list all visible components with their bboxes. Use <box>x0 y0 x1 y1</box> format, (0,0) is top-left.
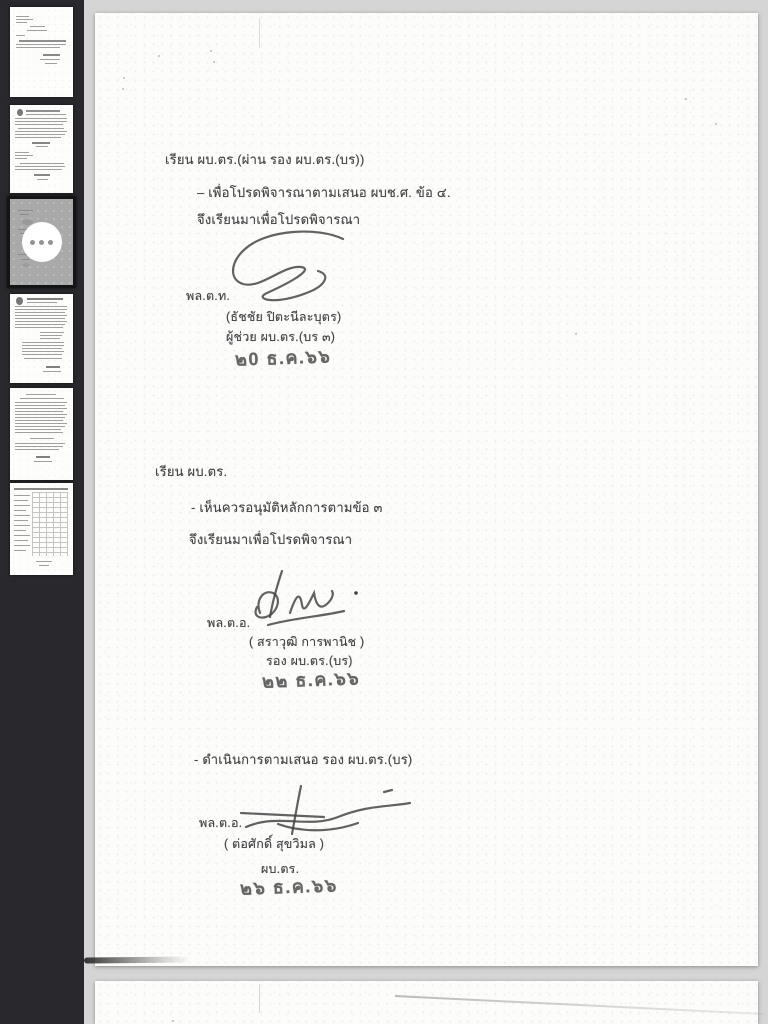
scan-scratch <box>259 984 260 1013</box>
loading-spinner <box>22 222 62 262</box>
thumbnail-preview <box>10 7 73 97</box>
spinner-dot <box>48 240 53 245</box>
signature-2-scribble <box>248 561 366 639</box>
thumbnail-sidebar <box>0 0 84 1024</box>
position-2: รอง ผบ.ตร.(บร) <box>266 654 353 668</box>
salutation-2: เรียน ผบ.ตร. <box>155 464 228 479</box>
signature-1-scribble <box>223 227 347 311</box>
closing-2: จึงเรียนมาเพื่อโปรดพิจารณา <box>189 532 353 547</box>
page-thumbnail-1[interactable] <box>10 7 73 97</box>
rank-3: พล.ต.อ. <box>199 816 243 830</box>
scan-fold-line <box>395 995 765 1015</box>
rank-1: พล.ต.ท. <box>186 289 231 303</box>
spinner-dot <box>30 240 35 245</box>
page-thumbnail-3-selected[interactable] <box>7 196 76 288</box>
document-viewer[interactable] <box>84 0 768 1024</box>
closing-1: จึงเรียนมาเพื่อโปรดพิจารณา <box>197 212 361 227</box>
handwritten-date-3: ๒๖ ธ.ค.๖๖ <box>239 875 339 899</box>
thumbnail-preview <box>10 483 73 575</box>
document-page-current <box>95 13 758 966</box>
scan-scratch <box>259 18 260 48</box>
name-2: ( สราวุฒิ การพานิช ) <box>249 635 365 649</box>
thumbnail-preview <box>10 105 73 193</box>
thumbnail-preview <box>10 388 73 480</box>
handwritten-date-2: ๒๒ ธ.ค.๖๖ <box>261 668 361 692</box>
handwritten-date-1: ๒0 ธ.ค.๖๖ <box>234 346 332 370</box>
document-page-next <box>95 981 758 1024</box>
salutation-1: เรียน ผบ.ตร.(ผ่าน รอง ผบ.ตร.(บร)) <box>165 152 365 167</box>
page-thumbnail-6[interactable] <box>10 483 73 575</box>
spinner-dot <box>39 240 44 245</box>
position-1: ผู้ช่วย ผบ.ตร.(บร ๓) <box>226 330 336 344</box>
page-thumbnail-4[interactable] <box>10 294 73 383</box>
position-3: ผบ.ตร. <box>261 862 300 876</box>
scan-smudge <box>84 956 190 963</box>
body-2: - เห็นควรอนุมัติหลักการตามข้อ ๓ <box>191 500 383 515</box>
page-thumbnail-5[interactable] <box>10 388 73 480</box>
name-1: (ธัชชัย ปิตะนีละบุตร) <box>226 310 342 324</box>
body-3: - ดำเนินการตามเสนอ รอง ผบ.ตร.(บร) <box>194 752 413 767</box>
rank-2: พล.ต.อ. <box>207 616 251 630</box>
thumbnail-preview <box>10 294 73 383</box>
name-3: ( ต่อศักดิ์ สุขวิมล ) <box>224 837 325 851</box>
body-1: – เพื่อโปรดพิจารณาตามเสนอ ผบช.ศ. ข้อ ๔. <box>197 185 451 200</box>
page-thumbnail-2[interactable] <box>10 105 73 193</box>
